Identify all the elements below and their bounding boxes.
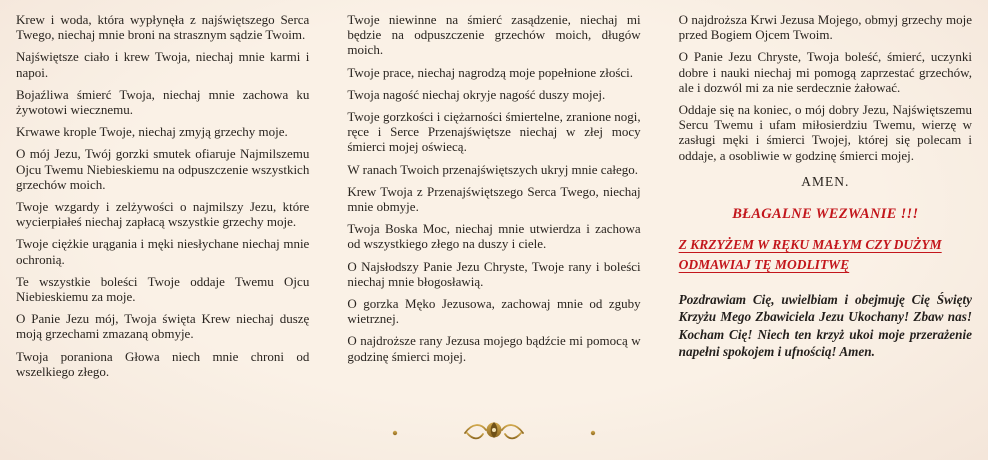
prayer-paragraph: Twoje gorzkości i ciężarności śmiertelne, zranione nogi, ręce i Serce Przenajświętsze niechaj w złej mocy śmierci mojej oświecą. [347, 109, 641, 155]
closing-prayer: Pozdrawiam Cię, uwielbiam i obejmuję Cię Święty Krzyżu Mego Zbawiciela Jezu Ukochany! Zbaw nas! Kocham Cię! Niech ten krzyż ukoi moje przerażenie napełni spokojem i ufnością! Amen. [678, 292, 972, 359]
amen-text: AMEN. [801, 173, 850, 189]
column-1 [16, 12, 309, 450]
prayer-paragraph: Krwawe krople Twoje, niechaj zmyją grzechy moje. [16, 124, 288, 140]
prayer-paragraph: Twoje prace, niechaj nagrodzą moje popełnione złości. [347, 64, 634, 80]
prayer-paragraph: Twoja poraniona Głowa niech mnie chroni od wszelkiego złego. [16, 348, 310, 379]
plea-heading: BŁAGALNE WEZWANIE !!! [732, 205, 919, 222]
prayer-paragraph: Twoje wzgardy i zelżywości o najmilszy Jezu, które wycierpiałeś niechaj zapłacą wszystkie grzechy moje. [16, 199, 310, 230]
prayer-paragraph: W ranach Twoich przenajświętszych ukryj mnie całego. [347, 161, 638, 177]
prayer-paragraph: Najświętsze ciało i krew Twoja, niechaj mnie karmi i napoi. [16, 49, 310, 80]
column-2 [347, 12, 640, 450]
prayer-paragraph: Bojaźliwa śmierć Twoja, niechaj mnie zachowa ku żywotowi wiecznemu. [16, 86, 310, 118]
prayer-paragraph: Krew i woda, która wypłynęła z najświętszego Serca Twego, niechaj mnie broni na strasznym sądzie Twoim. [16, 12, 310, 43]
ornament-graphic [389, 418, 599, 446]
column-3 [679, 12, 972, 450]
prayer-paragraph: O Panie Jezu Chryste, Twoja boleść, śmierć, uczynki dobre i nauki niechaj mi pomogą zaprzestać grzechów, ale i dozwól mi za nie serdecznie żałować. [678, 49, 972, 95]
prayer-paragraph: O najdroższa Krwi Jezusa Mojego, obmyj grzechy moje przed Bogiem Ojcem Twoim. [678, 12, 972, 43]
prayer-paragraph: Te wszystkie boleści Twoje oddaje Twemu Ojcu Niebieskiemu za moje. [16, 273, 310, 305]
prayer-paragraph: O najdroższe rany Jezusa mojego bądźcie mi pomocą w godzinę śmierci mojej. [347, 333, 641, 364]
prayer-paragraph: O Najsłodszy Panie Jezu Chryste, Twoje rany i boleści niechaj mnie błogosławią. [347, 258, 641, 289]
prayer-paragraph: Twoja Boska Moc, niechaj mnie utwierdza i zachowa od wszystkiego złego na duszy i ciele. [347, 221, 641, 252]
ornament-divider [389, 418, 599, 446]
prayer-paragraph: Twoja nagość niechaj okryje nagość duszy mojej. [347, 86, 606, 102]
prayer-paragraph: O Panie Jezu mój, Twoja święta Krew niechaj duszę moją grzechami zmazaną obmyje. [16, 311, 310, 342]
prayer-paragraph: O mój Jezu, Twój gorzki smutek ofiaruje Najmilszemu Ojcu Twemu Niebieskiemu na odpuszczenie wszystkich grzechów moich. [16, 146, 310, 192]
prayer-paragraph: Twoje niewinne na śmierć zasądzenie, niechaj mi będzie na odpuszczenie grzechów moich, długów moich. [347, 12, 641, 58]
prayer-paragraph: Krew Twoja z Przenajświętszego Serca Twego, niechaj mnie obmyje. [347, 183, 641, 215]
prayer-paragraph: Twoje ciężkie urągania i męki niesłychane niechaj mnie ochronią. [16, 236, 310, 267]
prayer-paragraph: Oddaje się na koniec, o mój dobry Jezu, Najświętszemu Sercu Twemu i ufam miłosierdziu Twemu, wierzę w zasługi męki i śmierci Twojej, której się polecam i oddaje, a osobliwie w godzinę śmierci mojej. [678, 102, 972, 163]
plea-subheading: Z KRZYŻEM W RĘKU MAŁYM CZY DUŻYM ODMAWIAJ TĘ MODLITWĘ [678, 236, 942, 273]
prayer-paragraph: O gorzka Męko Jezusowa, zachowaj mnie od zguby wietrznej. [347, 296, 641, 327]
